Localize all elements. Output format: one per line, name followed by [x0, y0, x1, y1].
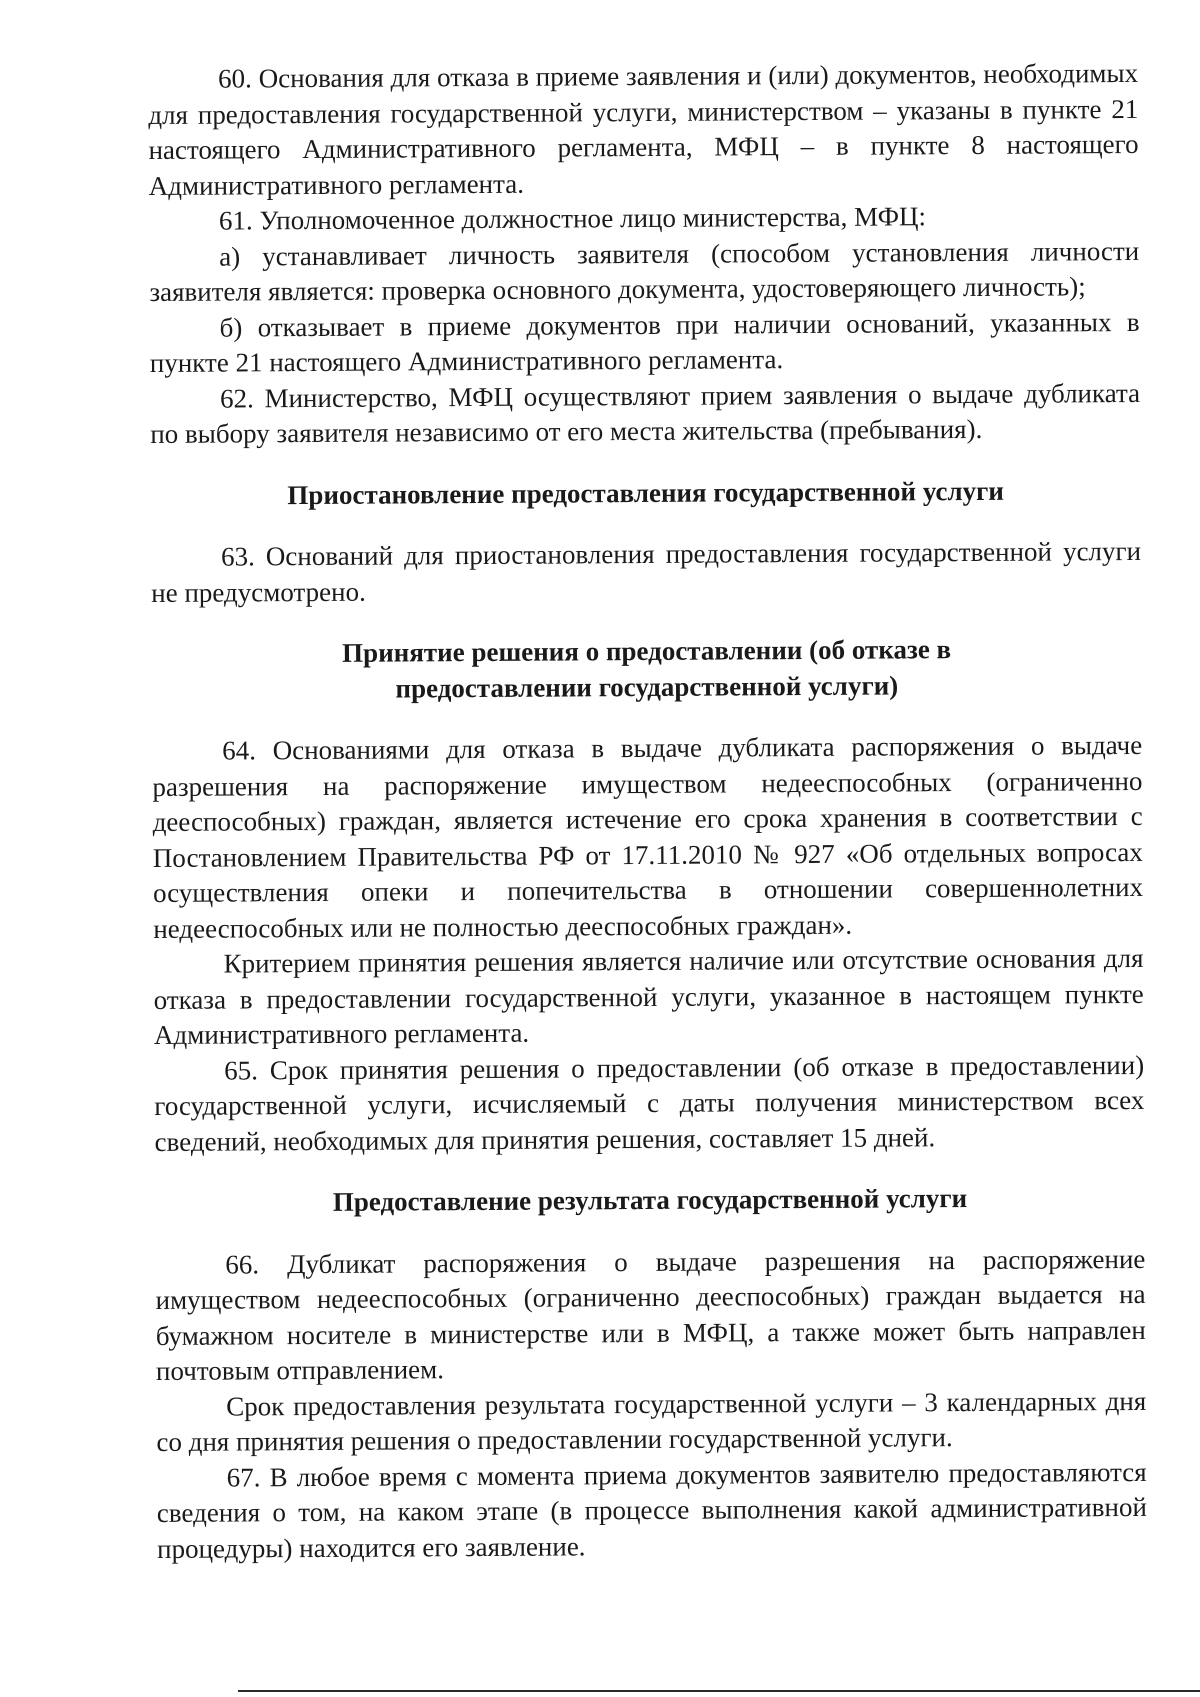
document-page [148, 56, 1147, 1567]
paragraph-60: 60. Основания для отказа в приеме заявления и (или) документов, необходимых для предоставления государственной услуги, министерством – указаны в пункте 21 настоящего Административного регламента, МФЦ – в пункте 8 настоящего Административного регламента. [148, 57, 1139, 201]
paragraph-61: 61. Уполномоченное должностное лицо министерства, МФЦ: [218, 201, 927, 236]
paragraph-64: 64. Основаниями для отказа в выдаче дубликата распоряжения о выдаче разрешения на распоряжение имуществом недееспособных (ограниченно дееспособных) граждан, является истечение его срока хранения в соответствии с Постановлением Правительства РФ от 17.11.2010 № 927 «Об отдельных вопросах осуществления опеки и попечительства в отношении совершеннолетних недееспособных или не полностью дееспособных граждан». [152, 729, 1144, 944]
heading-decision: Принятие решения о предоставлении (об отказе в предоставлении государственной услуги) [342, 634, 952, 703]
paragraph-66: 66. Дубликат распоряжения о выдаче разрешения на распоряжение имуществом недееспособных (ограниченно дееспособных) граждан выдается на бумажном носителе в министерстве или в МФЦ, а также может быть направлен почтовым отправлением. [155, 1243, 1146, 1386]
heading-result: Предоставление результата государственной услуги [332, 1183, 968, 1217]
paragraph-61-b: б) отказывает в приеме документов при наличии оснований, указанных в пункте 21 настоящего Административного регламента. [149, 306, 1140, 378]
paragraph-65: 65. Срок принятия решения о предоставлении (об отказе в предоставлении) государственной услуги, исчисляемый с даты получения министерством всех сведений, необходимых для принятия решения, составляет 15 дней. [154, 1049, 1145, 1157]
paragraph-62: 62. Министерство, МФЦ осуществляют прием заявления о выдаче дубликата по выбору заявителя независимо от его места жительства (пребывания). [150, 377, 1141, 449]
paragraph-criterion: Критерием принятия решения является наличие или отсутствие основания для отказа в предоставлении государственной услуги, указанное в настоящем пункте Административного регламента. [153, 942, 1144, 1050]
heading-suspension: Приостановление предоставления государственной услуги [287, 475, 1004, 510]
paragraph-61-a: а) устанавливает личность заявителя (способом установления личности заявителя является: проверка основного документа, удостоверяющего личность); [149, 235, 1140, 307]
bottom-edge-line [238, 1690, 1200, 1692]
paragraph-63: 63. Оснований для приостановления предоставления государственной услуги не предусмотрено. [151, 535, 1142, 608]
paragraph-67: 67. В любое время с момента приема документов заявителю предоставляются сведения о том, на каком этапе (в процессе выполнения какой административной процедуры) находится его заявление. [156, 1456, 1147, 1564]
paragraph-result-term: Срок предоставления результата государственной услуги – 3 календарных дня со дня принятия решения о предоставлении государственной услуги. [156, 1385, 1147, 1457]
